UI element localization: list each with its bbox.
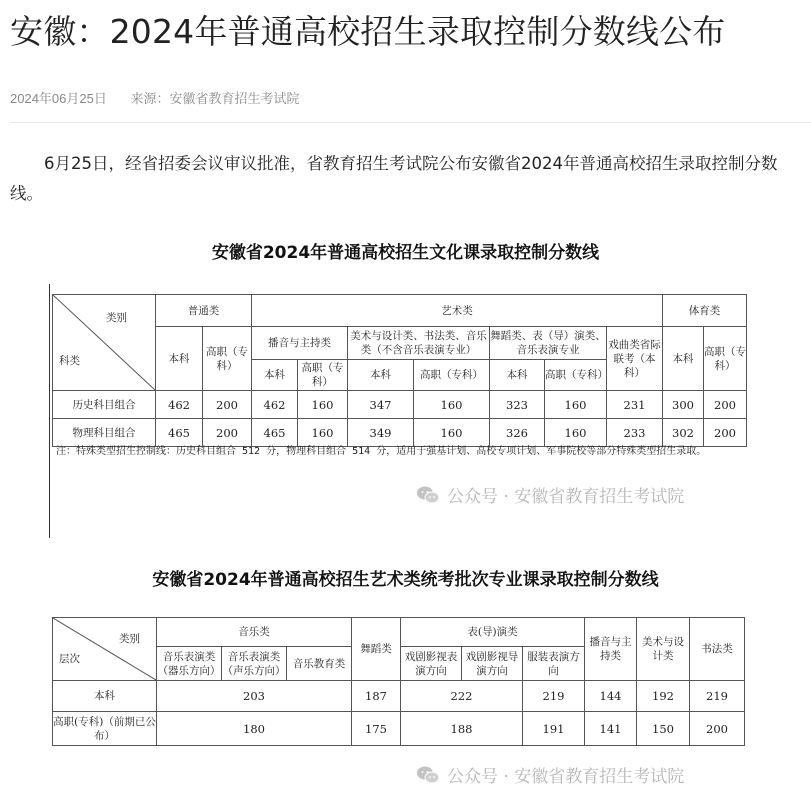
table-cell: 200: [203, 419, 252, 447]
culture-score-table: [52, 294, 747, 447]
table-cell: 347: [348, 391, 414, 419]
header-putong: 普通类: [156, 295, 252, 327]
table-cell: 349: [348, 419, 414, 447]
header-biaoyan: 表(导)演类: [401, 618, 585, 647]
table-cell: 160: [298, 419, 348, 447]
table2-corner: [53, 618, 157, 681]
table-cell: 192: [637, 681, 690, 712]
table-cell: 188: [401, 712, 523, 746]
header-meishu-gaozhi: 高职（专科）: [414, 360, 490, 391]
table-cell: 323: [490, 391, 545, 419]
header-yishu: 艺术类: [252, 295, 663, 327]
table-cell: 462: [156, 391, 203, 419]
art-major-score-table: [52, 617, 745, 746]
table-cell: 180: [157, 712, 352, 746]
table-cell: 219: [523, 681, 585, 712]
table-cell: 160: [414, 419, 490, 447]
header-yy-jiaoyu: 音乐教育类: [287, 647, 352, 681]
header-shufa: 书法类: [690, 618, 745, 681]
header-tiyu: 体育类: [663, 295, 747, 327]
watermark-2: [416, 762, 684, 787]
table1-corner-top: 类别: [106, 312, 127, 324]
table-cell: 302: [663, 419, 704, 447]
article-meta: [10, 88, 319, 107]
header-putong-benke: 本科: [156, 327, 203, 391]
row-label: 本科: [53, 681, 157, 712]
row-label: 高职(专科)（前期已公布）: [53, 712, 157, 746]
header-wudao: 舞蹈类: [352, 618, 401, 681]
table-cell: 150: [637, 712, 690, 746]
table-cell: 200: [203, 391, 252, 419]
table-cell: 219: [690, 681, 745, 712]
table1-corner-bottom: 科类: [59, 355, 80, 367]
table-row: [53, 712, 745, 746]
article-title: 安徽：2024年普通高校招生录取控制分数线公布: [10, 12, 726, 51]
intro-paragraph: 6月25日，经省招委会议审议批准，省教育招生考试院公布安徽省2024年普通高校招生录取控制分数线。: [10, 154, 778, 203]
table-cell: 300: [663, 391, 704, 419]
wechat-icon: [416, 765, 440, 785]
table-cell: 233: [607, 419, 663, 447]
table-cell: 465: [156, 419, 203, 447]
table-cell: 160: [414, 391, 490, 419]
article-source: 来源：安徽省教育招生考试院: [130, 91, 300, 106]
left-rule: [49, 284, 50, 538]
header-boyin: 播音与主持类: [585, 618, 637, 681]
header-yy-qiyue: 音乐表演类（器乐方向）: [157, 647, 222, 681]
table-cell: 465: [252, 419, 298, 447]
table2-corner-top: 类别: [119, 633, 140, 645]
wechat-icon: [416, 485, 440, 505]
table-cell: 160: [545, 391, 607, 419]
table-row: [53, 391, 747, 419]
header-boyin-gaozhi: 高职（专科）: [298, 360, 348, 391]
table-cell: 222: [401, 681, 523, 712]
table-cell: 187: [352, 681, 401, 712]
row-label: 历史科目组合: [53, 391, 156, 419]
table-row: [53, 681, 745, 712]
table-cell: 200: [704, 391, 747, 419]
header-yinyue: 音乐类: [157, 618, 352, 647]
table-cell: 462: [252, 391, 298, 419]
table-cell: 231: [607, 391, 663, 419]
table-cell: 144: [585, 681, 637, 712]
header-meishu-benke: 本科: [348, 360, 414, 391]
header-boyin: 播音与主持类: [252, 327, 348, 360]
header-by-xiju: 戏剧影视表演方向: [401, 647, 462, 681]
table1-note: 注：特殊类型招生控制线：历史科目组合 512 分，物理科目组合 514 分，适用于强基计划、高校专项计划、军事院校等部分特殊类型招生录取。: [56, 446, 707, 457]
header-wudao-gaozhi: 高职（专科）: [545, 360, 607, 391]
header-divider: [10, 122, 811, 123]
header-by-daoyan: 戏剧影视导演方向: [462, 647, 523, 681]
table-cell: 200: [690, 712, 745, 746]
row-label: 物理科目组合: [53, 419, 156, 447]
watermark-text: 公众号 · 安徽省教育招生考试院: [447, 487, 685, 507]
table-row: [53, 419, 747, 447]
header-by-fuzhuang: 服装表演方向: [523, 647, 585, 681]
header-wudao: 舞蹈类、表（导）演类、音乐表演专业: [490, 327, 607, 360]
watermark-1: [416, 482, 684, 507]
header-xiqu: 戏曲类省际联考（本科）: [607, 327, 663, 391]
header-meishu: 美术与设计类: [637, 618, 690, 681]
table-cell: 141: [585, 712, 637, 746]
table1-corner: [53, 295, 156, 391]
header-wudao-benke: 本科: [490, 360, 545, 391]
header-yy-shengyue: 音乐表演类（声乐方向）: [222, 647, 287, 681]
table2-title: 安徽省2024年普通高校招生艺术类统考批次专业课录取控制分数线: [152, 570, 659, 590]
table-cell: 175: [352, 712, 401, 746]
watermark-text: 公众号 · 安徽省教育招生考试院: [447, 767, 685, 787]
header-boyin-benke: 本科: [252, 360, 298, 391]
table-cell: 200: [704, 419, 747, 447]
table-cell: 326: [490, 419, 545, 447]
table-cell: 203: [157, 681, 352, 712]
table1-title: 安徽省2024年普通高校招生文化课录取控制分数线: [211, 243, 600, 263]
header-tiyu-benke: 本科: [663, 327, 704, 391]
header-meishu: 美术与设计类、书法类、音乐类（不含音乐表演专业）: [348, 327, 490, 360]
header-tiyu-gaozhi: 高职（专科）: [704, 327, 747, 391]
table-cell: 191: [523, 712, 585, 746]
table-cell: 160: [298, 391, 348, 419]
table-cell: 160: [545, 419, 607, 447]
table2-corner-bottom: 层次: [59, 653, 80, 665]
header-putong-gaozhi: 高职（专科）: [203, 327, 252, 391]
publish-date: 2024年06月25日: [10, 91, 107, 106]
